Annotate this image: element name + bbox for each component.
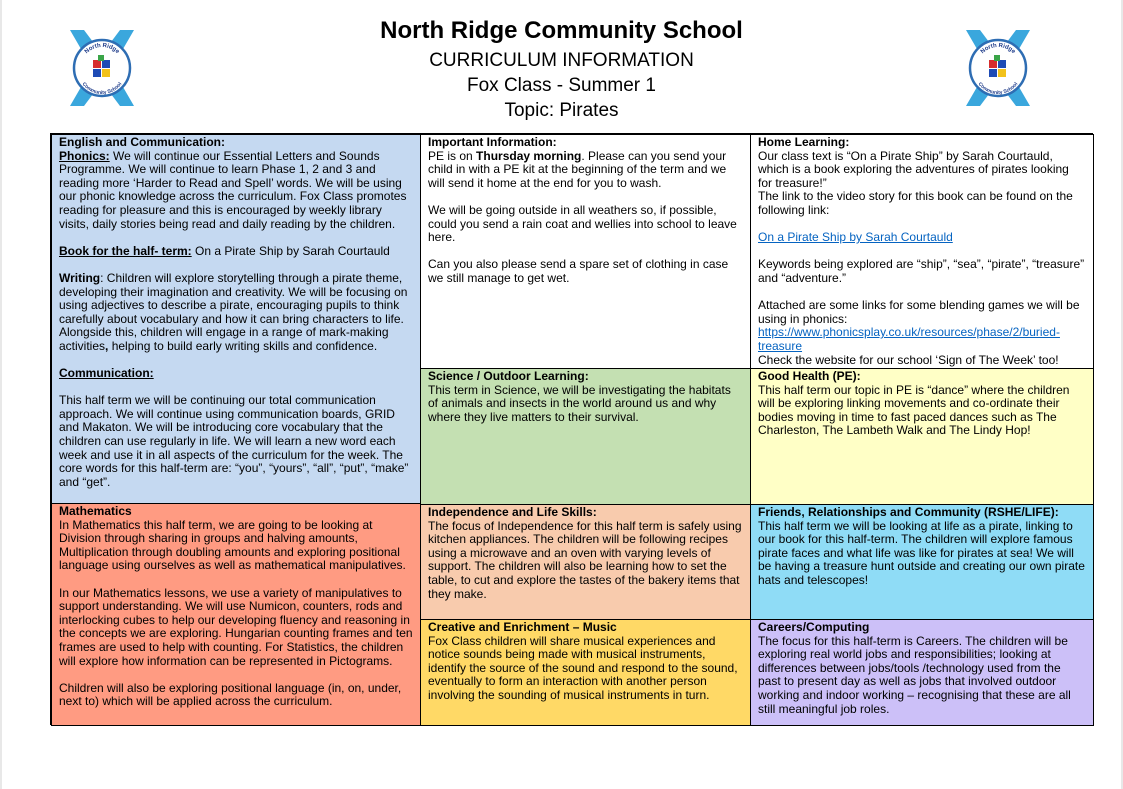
- phonicsplay-link[interactable]: https://www.phonicsplay.co.uk/resources/phase/2/buried-treasure: [758, 325, 1060, 353]
- topic-title: Topic: Pirates: [504, 100, 619, 121]
- home-p5: Check the website for our school ‘Sign of The Week’ too!: [758, 352, 1059, 367]
- maths-p1: In Mathematics this half term, we are going to be looking at Division through sharing in groups and halving amounts, Multiplication through doubling amounts and exploring positional language using ourselves as well as mathematical manipulatives.: [59, 517, 406, 573]
- logo-top-text: North Ridge: [83, 42, 121, 56]
- important-p1-a: PE is on: [428, 148, 477, 163]
- careers-heading: Careers/Computing: [758, 620, 870, 634]
- document-header: [2, 14, 1121, 123]
- phonics-label: Phonics:: [59, 148, 110, 163]
- home-heading: Home Learning:: [758, 135, 850, 149]
- science-text: This term in Science, we will be investigating the habitats of animals and insects in the world around us and why where they live matters to their survival.: [428, 382, 731, 424]
- document-page: [2, 0, 1121, 789]
- important-information-cell: [420, 134, 751, 369]
- important-heading: Important Information:: [428, 135, 557, 149]
- home-learning-cell: [750, 134, 1094, 369]
- independence-text: The focus of Independence for this half term is safely using kitchen appliances. The children will be following recipes using a microwave and an oven with varying levels of support. The children will also be learning how to set the table, to cut and explore the tastes of the bakery items that they make.: [428, 518, 742, 601]
- writing-end: helping to build early writing skills and confidence.: [108, 338, 378, 353]
- music-heading: Creative and Enrichment – Music: [428, 620, 617, 634]
- communication-text: This half term we will be continuing our total communication approach. We will continue using communication boards, GRID and Makaton. We will be introducing core vocabulary that the children can use regularly in life. We will learn a new word each week and use it in all aspects of the curriculum for the week. The core words for this half-term are: “you”, “yours”, “all”, “put”, “make” and “get”.: [59, 393, 409, 489]
- class-term: Fox Class - Summer 1: [467, 75, 656, 96]
- book-text: On a Pirate Ship by Sarah Courtauld: [191, 243, 390, 258]
- home-p1: Our class text is “On a Pirate Ship” by Sarah Courtauld, which is a book exploring the adventures of pirates looking for treasure!”: [758, 148, 1069, 190]
- writing-label: Writing: [59, 270, 101, 285]
- music-text: Fox Class children will share musical experiences and notice sounds being made with musical instruments, identify the source of the sound and respond to the sound, eventually to form an interaction with another person involving the sounding of musical instruments in turn.: [428, 633, 738, 702]
- science-heading: Science / Outdoor Learning:: [428, 369, 589, 383]
- curriculum-table: [50, 133, 1093, 725]
- important-p1-b: . Please can you send your child in with a PE kit at the beginning of the term and we will send it home at the end for you to wash.: [428, 148, 727, 190]
- important-p2: We will be going outside in all weathers so, if possible, could you send a rain coat and wellies into school to leave here.: [428, 202, 737, 245]
- careers-text: The focus for this half-term is Careers. The children will be exploring real world jobs and responsibilities; looking at differences between jobs/tools /technology used from the past to present day as well as jobs that involved outdoor working and indoor working – recognising that these are all still meaningful job roles.: [758, 633, 1071, 716]
- independence-life-skills-cell: [420, 504, 751, 620]
- pirate-ship-video-link[interactable]: On a Pirate Ship by Sarah Courtauld: [758, 230, 953, 245]
- school-logo-left: [62, 28, 142, 108]
- school-name: North Ridge Community School: [380, 17, 743, 44]
- logo-top-text: North Ridge: [979, 42, 1017, 56]
- writing-comma: ,: [105, 338, 109, 353]
- book-label: Book for the half- term:: [59, 243, 192, 258]
- careers-computing-cell: [750, 619, 1094, 726]
- english-communication-cell: [51, 134, 421, 504]
- important-p1-bold: Thursday morning: [476, 148, 582, 163]
- independence-heading: Independence and Life Skills:: [428, 505, 597, 519]
- logo-bottom-text: Community School: [976, 81, 1020, 97]
- english-heading: English and Communication:: [59, 135, 226, 149]
- logo-bottom-text: Community School: [80, 81, 124, 97]
- good-health-pe-cell: [750, 368, 1094, 505]
- pe-text: This half term our topic in PE is “dance” where the children will be exploring linking movements and co-ordinate their bodies moving in time to fast paced dances such as The Charleston, The Lambeth Walk and The Lindy Hop!: [758, 382, 1070, 438]
- home-p4: Attached are some links for some blending games we will be using in phonics:: [758, 298, 1080, 326]
- writing-text: : Children will explore storytelling through a pirate theme, developing their imagination and creativity. We will be focusing on using adjectives to describe a pirate, encouraging pupils to think carefully about vocabulary and how it can bring characters to life. Alongside this, children will engage in a range of mark-making activities: [59, 270, 408, 353]
- home-p2: The link to the video story for this book can be found on the following link:: [758, 189, 1073, 217]
- mathematics-cell: [51, 503, 421, 726]
- maths-heading: Mathematics: [59, 504, 132, 518]
- rshe-text: This half term we will be looking at life as a pirate, linking to our book for this half-term. The children will explore famous pirate faces and what life was like for pirates at sea! We will be having a treasure hunt outside and creating our own pirate hats and telescopes!: [758, 518, 1085, 587]
- important-p3: Can you also please send a spare set of clothing in case we still manage to get wet.: [428, 257, 729, 285]
- rshe-cell: [750, 504, 1094, 620]
- communication-label: Communication:: [59, 366, 154, 381]
- rshe-heading: Friends, Relationships and Community (RSHE/LIFE):: [758, 505, 1059, 519]
- document-subtitle: CURRICULUM INFORMATION: [429, 50, 694, 71]
- phonics-text: We will continue our Essential Letters and Sounds Programme. We will continue to learn Phase 1, 2 and 3 and reading more ‘Harder to Read and Spell’ words. We will be using our phonic knowledge across the curriculum. Fox Class promotes reading for pleasure and this is encouraged by weekly library visits, daily stories being read and daily reading by the children.: [59, 148, 407, 231]
- maths-p2: In our Mathematics lessons, we use a variety of manipulatives to support understanding. We will use Numicon, counters, rods and interlocking cubes to help our developing fluency and reasoning in the concepts we are exploring. Hungarian counting frames and ten frames are used to help with counting. For Statistics, the children will explore how information can be represented in Pictograms.: [59, 585, 413, 668]
- science-outdoor-cell: [420, 368, 751, 505]
- maths-p3: Children will also be exploring positional language (in, on, under, next to) which will be applied across the curriculum.: [59, 680, 402, 709]
- home-p3: Keywords being explored are “ship”, “sea”, “pirate”, “treasure” and “adventure.”: [758, 257, 1085, 285]
- school-logo-right: [958, 28, 1038, 108]
- pe-heading: Good Health (PE):: [758, 369, 861, 383]
- creative-music-cell: [420, 619, 751, 726]
